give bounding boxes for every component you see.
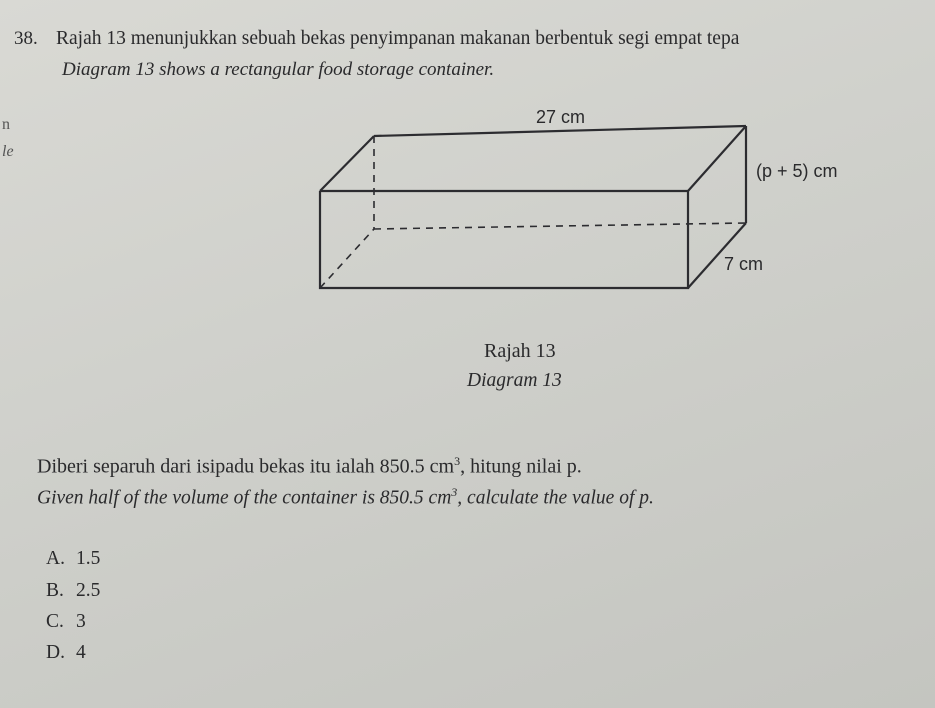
front-face	[320, 191, 688, 288]
stem-malay-tail: , hitung nilai p.	[460, 455, 582, 478]
option-value: 3	[76, 611, 86, 632]
question-stem-malay	[37, 454, 582, 479]
length-label: 27 cm	[536, 107, 586, 127]
option-c[interactable]	[46, 611, 86, 633]
option-value: 1.5	[76, 548, 101, 569]
height-label: (p + 5) cm	[756, 161, 838, 181]
hidden-back-bottom-edge	[374, 223, 746, 229]
stem-malay-exponent: 3	[454, 454, 461, 468]
option-letter: C.	[46, 611, 64, 632]
hidden-diagonal-edge	[320, 229, 374, 288]
top-left-edge	[320, 136, 374, 191]
stem-english-text: Given half of the volume of the container is 850.5 cm	[37, 487, 452, 509]
question-text-malay: Rajah 13 menunjukkan sebuah bekas penyimpanan makanan berbentuk segi empat tepa	[56, 28, 740, 49]
top-back-edge	[374, 126, 746, 136]
option-b[interactable]	[46, 580, 100, 602]
diagram-caption-malay: Rajah 13	[484, 340, 556, 362]
page-edge-fragment: n	[2, 116, 10, 133]
page-edge-fragment: le	[2, 143, 14, 160]
stem-english-exponent: 3	[451, 485, 458, 499]
option-value: 2.5	[76, 580, 101, 601]
option-letter: D.	[46, 642, 65, 663]
width-label: 7 cm	[724, 254, 764, 274]
question-text-english: Diagram 13 shows a rectangular food storage container.	[62, 59, 495, 80]
option-letter: B.	[46, 580, 64, 601]
question-stem-english	[37, 485, 654, 510]
option-letter: A.	[46, 548, 65, 569]
question-number: 38.	[14, 28, 38, 49]
diagram-caption-english: Diagram 13	[467, 370, 562, 391]
stem-malay-text: Diberi separuh dari isipadu bekas itu ialah 850.5 cm	[37, 455, 455, 478]
stem-english-tail: , calculate the value of p.	[457, 487, 654, 509]
option-a[interactable]	[46, 548, 100, 570]
option-d[interactable]	[46, 642, 86, 664]
top-right-edge	[688, 126, 746, 191]
option-value: 4	[76, 642, 86, 663]
cuboid-diagram	[300, 95, 880, 305]
